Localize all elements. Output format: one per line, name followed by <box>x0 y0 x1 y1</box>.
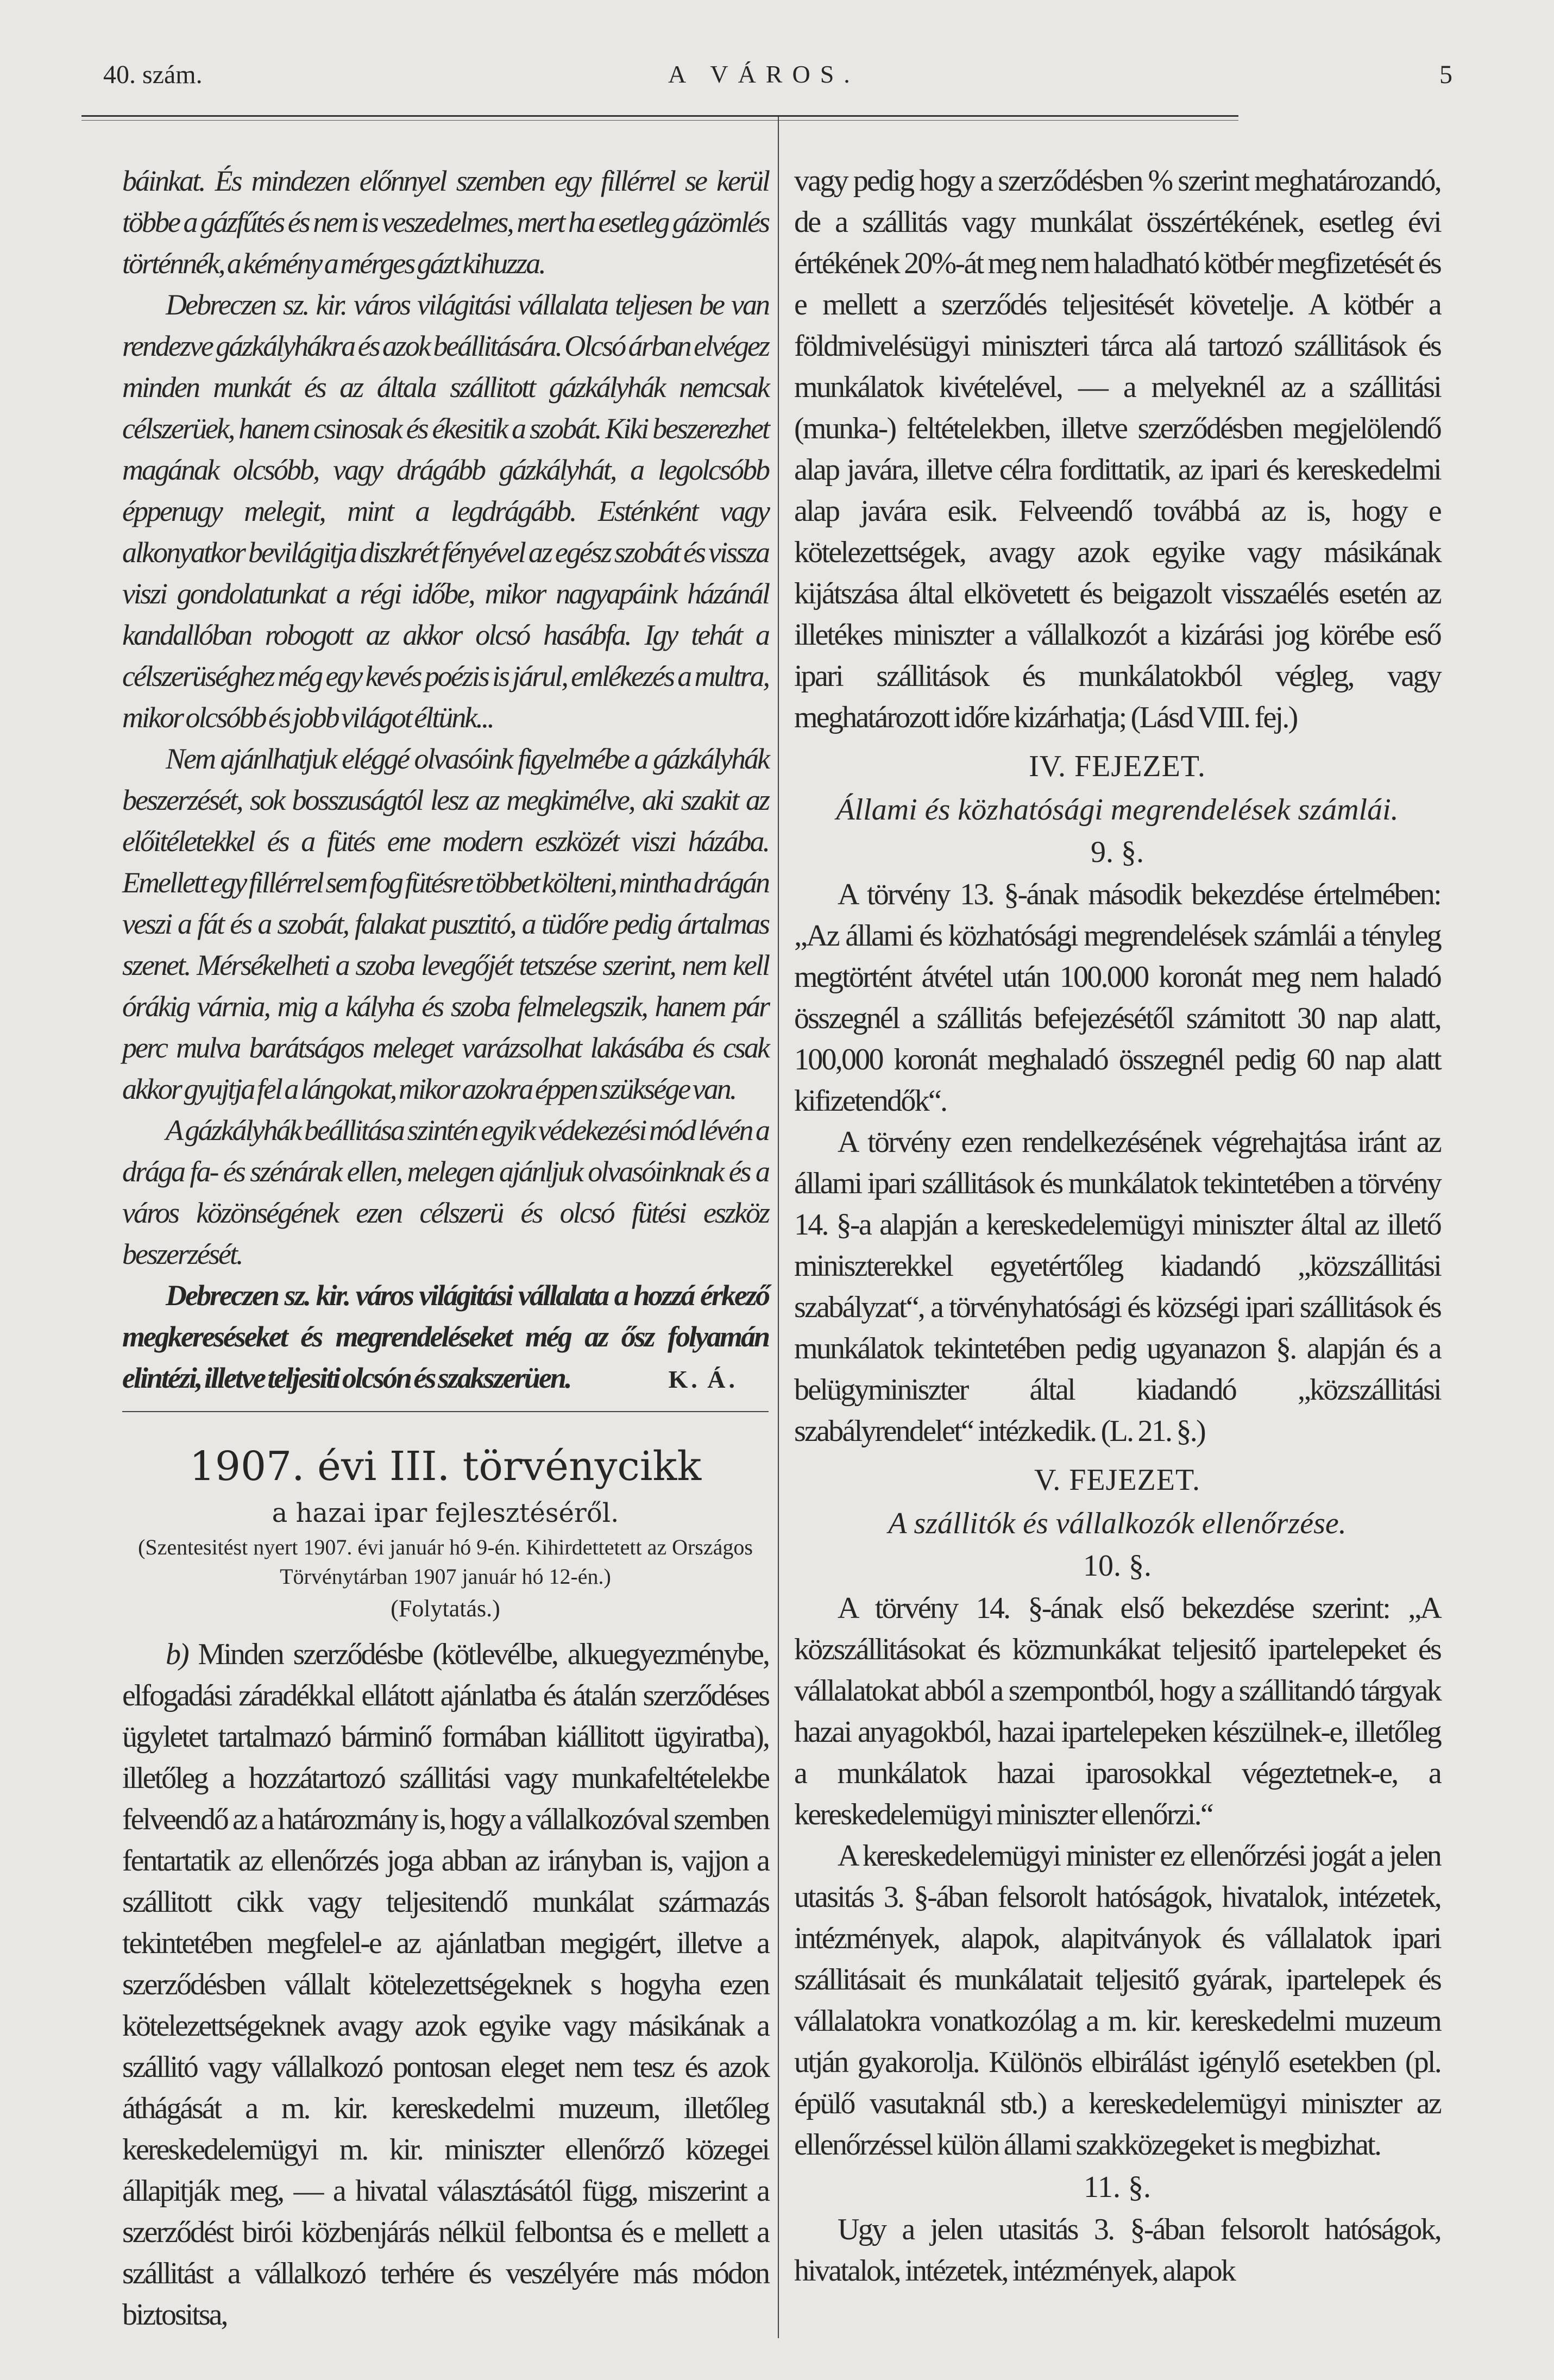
law-paragraph: A törvény ezen rendelkezésének végrehajtása iránt az állami ipari szállitások és munkálatok tekintetében a törvény 14. §-a alapján a kereskedelemügyi miniszter által az illető miniszterekkel egyetértőleg kiadandó „közszállitási szabályzat“, a törvényhatósági és községi ipari szállitások és munkálatok tekintetében pedig ugyanazon §. alapján és a belügyminiszter által kiadandó „közszállitási szabályrendelet“ intézkedik. (L. 21. §.) <box>794 1125 1440 1448</box>
closing-text: Debreczen sz. kir. város világitási vállalata a hozzá érkező megkereséseket és megrendeléseket még az ősz folyamán elintézi, illetve teljesiti olcsón és szakszerüen. <box>122 1279 769 1394</box>
right-column <box>794 160 1440 2291</box>
article-paragraph: A gázkályhák beállitása szintén egyik védekezési mód lévén a drága fa- és szénárak ellen, melegen ajánljuk olvasóinknak és a város közönségének ezen célszerü és olcsó fütési eszköz beszerzését. <box>122 1114 769 1270</box>
law-subtitle: a hazai ipar fejlesztéséről. <box>272 1498 619 1528</box>
section-number: 9. §. <box>1091 835 1144 869</box>
chapter-heading: V. FEJEZET. <box>1034 1463 1201 1497</box>
law-paragraph: A kereskedelemügyi minister ez ellenőrzési jogát a jelen utasitás 3. §-ában felsorolt hatóságok, hivatalok, intézetek, intézmények, alapok, alapitványok és vállalatok ipari szállitásait és munkálatait teljesitő gyárak, ipartelepek és vállalatokra vonatkozólag a m. kir. kereskedelmi muzeum utján gyakorolja. Különös elbirálást igénylő esetekben (pl. épülő vasutaknál stb.) a kereskedelemügyi miniszter az ellenőrzéssel külön állami szakközegeket is megbizhat. <box>794 1839 1440 2162</box>
chapter-heading: IV. FEJEZET. <box>1029 750 1206 783</box>
article-closing-paragraph <box>122 1275 769 1400</box>
issue-number: 40. szám. <box>103 60 203 89</box>
section-number: 10. §. <box>1083 1549 1152 1583</box>
author-signature: K. Á. <box>668 1365 738 1393</box>
law-paragraph: A törvény 13. §-ának második bekezdése értelmében: „Az állami és közhatósági megrendelések számlái a tényleg megtörtént átvétel után 100.000 koronát meg nem haladó összegnél a szállitás befejezésétől számitott 30 nap alatt, 100,000 koronát meghaladó összegnél pedig 60 nap alatt kifizetendők“. <box>794 878 1440 1118</box>
header-rule <box>81 115 1238 121</box>
article-paragraph: Nem ajánlhatjuk eléggé olvasóink figyelmébe a gázkályhák beszerzését, sok bosszuságtól lesz az megkimélve, aki szakit az előitéletekkel és a fütés eme modern eszközét viszi házába. Emellett egy fillérrel sem fog fütésre többet költeni, mintha drágán veszi a fát és a szobát, falakat pusztitó, a tüdőre pedig ártalmas szenet. Mérsékelheti a szoba levegőjét tetszése szerint, nem kell órákig várnia, mig a kályha és szoba felmelegszik, hanem pár perc mulva barátságos meleget varázsolhat lakásába és csak akkor gyujtja fel a lángokat, mikor azokra éppen szüksége van. <box>122 742 769 1105</box>
column-separator <box>778 117 779 2338</box>
left-column <box>122 160 769 2335</box>
law-paragraph: A törvény 14. §-ának első bekezdése szerint: „A közszállitásokat és közmunkákat teljesitő ipartelepeket és vállalatokat abból a szempontból, hogy a szállitandó tárgyak hazai anyagokból, hazai ipartelepeken készülnek-e, illetőleg a munkálatok hazai iparosokkal végeztetnek-e, a kereskedelemügyi miniszter ellenőrzi.“ <box>794 1591 1440 1831</box>
page-number: 5 <box>1439 60 1452 89</box>
law-body-paragraph <box>122 1634 769 2335</box>
law-body-text: Minden szerződésbe (kötlevélbe, alkuegyezménybe, elfogadási záradékkal ellátott ajánlatba és átalán szerződéses ügyletet tartalmazó bárminő formában kiállitott ügyiratba), illetőleg a hozzátartozó szállitási vagy munkafeltételekbe felveendő az a határozmány is, hogy a vállalkozóval szemben fentartatik az ellenőrzés joga abban az irányban is, vajjon a szállitott cikk vagy teljesitendő munkálat származás tekintetében megfelel-e az ajánlatban megigért, illetve a szerződésben vállalt kötelezettségeknek s hogyha ezen kötelezettségeknek avagy azok egyike vagy másikának a szállitó vagy vállalkozó pontosan eleget nem tesz és azok áthágását a m. kir. kereskedelmi muzeum, illetőleg kereskedelemügyi m. kir. miniszter ellenőrző közegei állapitják meg, — a hivatal választásától függ, miszerint a szerződést birói közbenjárás nélkül felbontsa és e mellett a szállitást a vállalkozó terhére és veszélyére más módon biztositsa, <box>122 1638 769 2332</box>
law-title: 1907. évi III. törvénycikk <box>189 1443 702 1490</box>
article-end-rule <box>122 1411 769 1412</box>
item-label: b) <box>166 1638 188 1671</box>
journal-title: A VÁROS. <box>668 60 860 88</box>
chapter-subtitle: A szállitók és vállalkozók ellenőrzése. <box>888 1507 1347 1540</box>
article-paragraph: Debreczen sz. kir. város világitási vállalata teljesen be van rendezve gázkályhákra és azok beállitására. Olcsó árban elvégez minden munkát és az általa szállitott gázkályhák nemcsak célszerüek, hanem csinosak és ékesitik a szobát. Kiki beszerezhet magának olcsóbb, vagy drágább gázkályhát, a legolcsóbb éppenugy melegit, mint a legdrágább. Esténként vagy alkonyatkor bevilágitja diszkrét fényével az egész szobát és vissza viszi gondolatunkat a régi időbe, mikor nagyapáink házánál kandallóban robogott az akkor olcsó hasábfa. Igy tehát a célszerüséghez még egy kevés poézis is járul, emlékezés a multra, mikor olcsóbb és jobb világot éltünk... <box>122 288 769 734</box>
article-paragraph: báinkat. És mindezen előnnyel szemben egy fillérrel se kerül többe a gázfűtés és nem is veszedelmes, mert ha esetleg gázömlés történnék, a kémény a mérges gázt kihuzza. <box>122 165 769 280</box>
continued-label: (Folytatás.) <box>391 1595 500 1622</box>
chapter-subtitle: Állami és közhatósági megrendelések számlái. <box>836 793 1399 827</box>
section-number: 11. §. <box>1084 2170 1151 2204</box>
law-paragraph: Ugy a jelen utasitás 3. §-ában felsorolt hatóságok, hivatalok, intézetek, intézmények, alapok <box>794 2213 1440 2288</box>
law-paragraph: vagy pedig hogy a szerződésben % szerint meghatározandó, de a szállitás vagy munkálat összértékének, esetleg évi értékének 20%-át meg nem haladható kötbér megfizetését és e mellett a szerződés teljesitését követelje. A kötbér a földmivelésügyi miniszteri tárca alá tartozó szállitások és munkálatok kivételével, — a melyeknél az a szállitási (munka-) feltételekben, illetve szerződésben megjelölendő alap javára, illetve célra fordittatik, az ipari és kereskedelmi alap javára esik. Felveendő továbbá az is, hogy e kötelezettségek, avagy azok egyike vagy másikának kijátszása által elkövetett és beigazolt visszaélés esetén az illetékes miniszter a vállalkozót a kizárási jog körébe eső ipari szállitások és munkálatokból végleg, vagy meghatározott időre kizárhatja; (Lásd VIII. fej.) <box>794 164 1440 734</box>
law-note: (Szentesitést nyert 1907. évi január hó 9-én. Kihirdettetett az Országos Törvénytárban 1907 január hó 12-én.) <box>138 1535 753 1589</box>
